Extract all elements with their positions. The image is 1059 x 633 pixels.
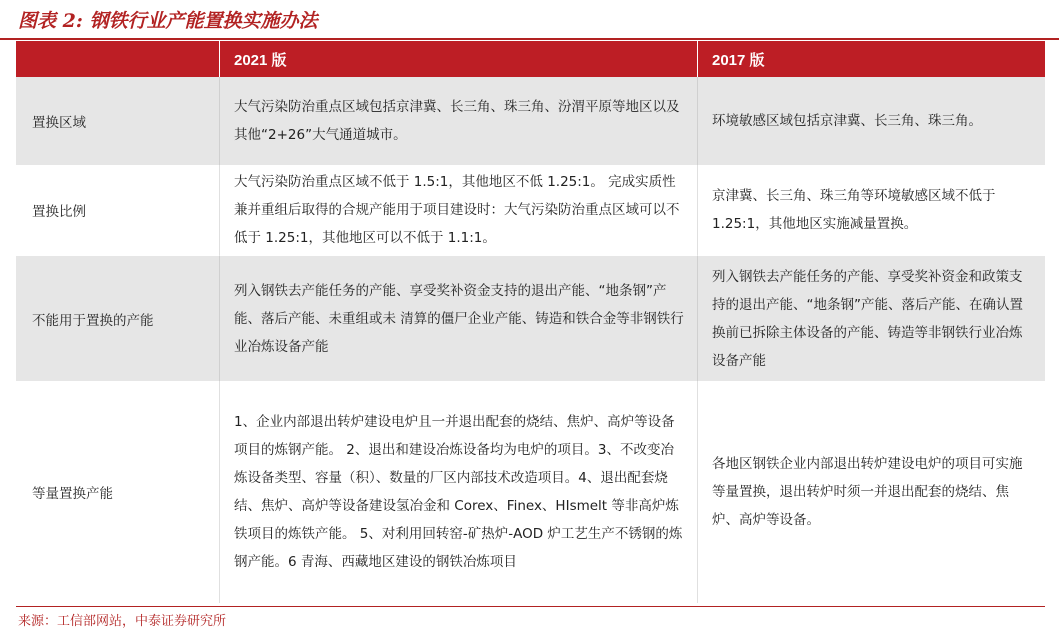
header-2017-label: 2017 版 [712,51,765,69]
row-label: 置换区域 [32,115,86,131]
header-2021-label: 2021 版 [234,51,287,69]
table-row [16,381,1045,603]
cell-2017: 环境敏感区域包括京津冀、长三角、珠三角。 [697,77,1045,165]
cell-2021: 列入钢铁去产能任务的产能、享受奖补资金支持的退出产能、“地条钢”产能、落后产能、未重组或未 清算的僵尸企业产能、铸造和铁合金等非钢铁行业冶炼设备产能 [219,255,697,381]
row-label: 不能用于置换的产能 [16,255,219,381]
header-2021 [219,41,697,77]
row-label: 等量置换产能 [32,486,113,502]
table-row [16,165,1045,255]
row-label: 置换比例 [32,204,86,220]
table-row [16,255,1045,381]
cell-2017: 列入钢铁去产能任务的产能、享受奖补资金和政策支持的退出产能、“地条钢”产能、落后产能、在确认置换前已拆除主体设备的产能、铸造等非钢铁行业冶炼设备产能 [697,255,1045,381]
cell-2017: 京津冀、长三角、珠三角等环境敏感区域不低于 1.25:1，其他地区实施减量置换。 [697,165,1045,255]
cell-2017: 各地区钢铁企业内部退出转炉建设电炉的项目可实施等量置换，退出转炉时须一并退出配套的烧结、焦 炉、高炉等设备。 [697,381,1045,603]
figure-title: 图表 2: 钢铁行业产能置换实施办法 [18,10,318,32]
comparison-table [16,41,1045,603]
source-note: 来源：工信部网站，中泰证券研究所 [18,614,227,629]
cell-2021: 1、企业内部退出转炉建设电炉且一并退出配套的烧结、焦炉、高炉等设备项目的炼钢产能。 2、退出和建设冶炼设备均为电炉的项目。3、不改变冶炼设备类型、容量（积）、数量的厂区内部技术改造项目。4、退出配套烧结、焦炉、高炉等设备建设氢冶金和 Corex、Finex、HIsmelt 等非高炉炼铁项目的炼铁产能。 5、对利用回转窑-矿热炉-AOD 炉工艺生产不锈钢的炼钢产能。6 青海、西藏地区建设的钢铁冶炼项目 [219,381,697,603]
title-bar [0,0,1059,40]
cell-2021: 大气污染防治重点区域包括京津冀、长三角、珠三角、汾渭平原等地区以及其他“2+26”大气通道城市。 [219,77,697,165]
header-2017 [697,41,1045,77]
table-row [16,77,1045,165]
header-empty [16,41,219,77]
table-header-row [16,41,1045,77]
cell-2021: 大气污染防治重点区域不低于 1.5:1，其他地区不低 1.25:1。 完成实质性兼并重组后取得的合规产能用于项目建设时：大气污染防治重点区域可以不低于 1.25:1，其他地区可以不低于 1.1:1。 [219,165,697,255]
bottom-divider [16,606,1045,607]
